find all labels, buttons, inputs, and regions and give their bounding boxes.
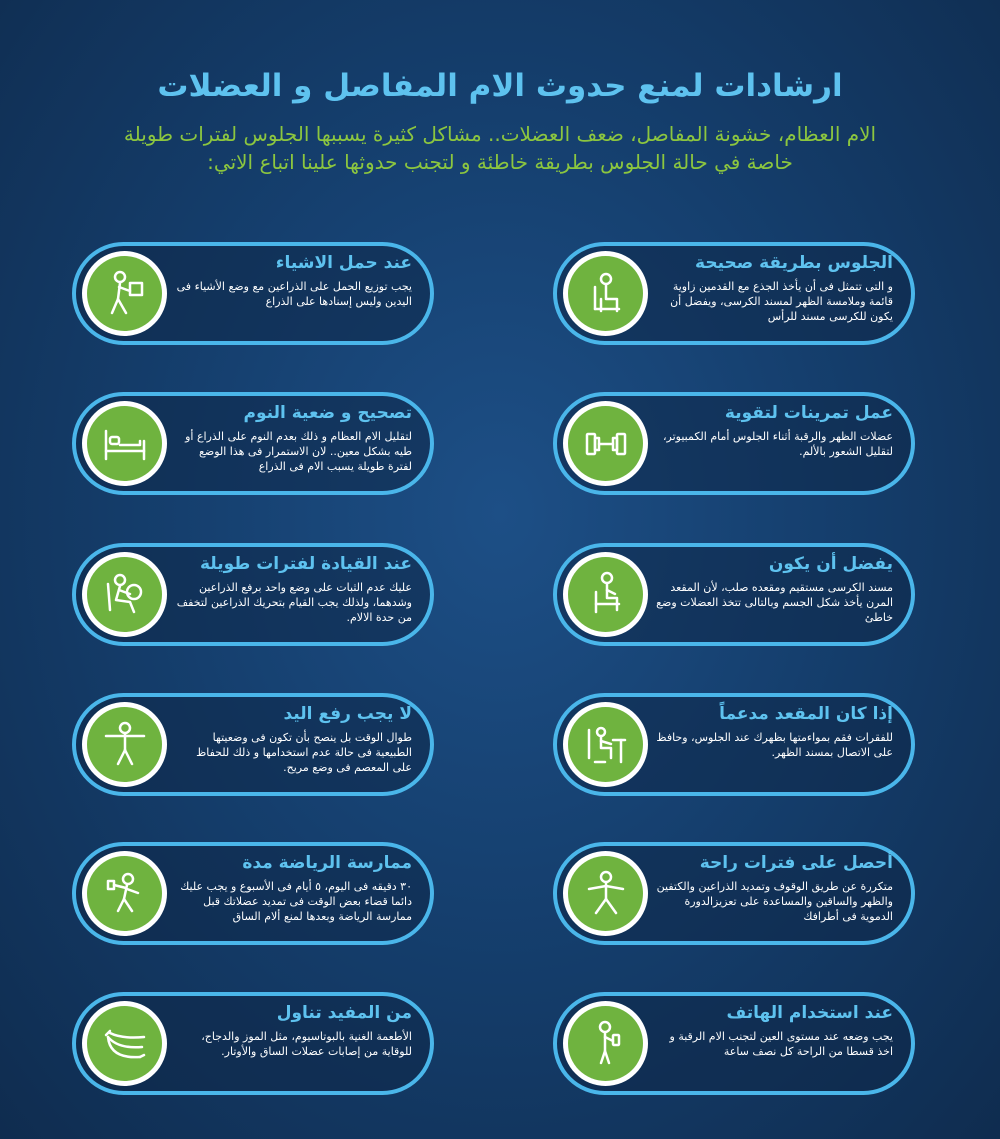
stretching-icon [581, 869, 631, 919]
tip-title: تصحيح و ضعية النوم [243, 403, 412, 423]
tip-text: الأطعمة الغنية بالبوتاسيوم، مثل الموز والدجاج، للوقاية من إصابات عضلات الساق والأوتار. [201, 1030, 412, 1058]
tip-title: عند حمل الاشياء [275, 253, 412, 273]
driving-icon [100, 570, 150, 620]
tip-title: إذا كان المقعد مدعماً [719, 704, 893, 724]
icon-badge [82, 851, 167, 936]
dumbbell-icon [581, 419, 631, 469]
icon-badge [82, 251, 167, 336]
icon-badge [563, 1001, 648, 1086]
tip-title: ممارسة الرياضة مدة [242, 853, 412, 873]
icon-badge [563, 552, 648, 637]
tip-title: يفضل أن يكون [768, 554, 893, 574]
icon-badge [82, 401, 167, 486]
tip-card-nutrition [72, 992, 434, 1095]
tip-text: يجب وضعه عند مستوى العين لتجنب الام الرقبة و اخذ قسطا من الراحة كل نصف ساعة [669, 1030, 893, 1058]
icon-badge [563, 251, 648, 336]
tip-card-firm-chair [553, 543, 915, 646]
tip-text: طوال الوقت بل ينصح بأن تكون فى وضعيتها الطبيعية فى حالة عدم استخدامها و ذلك للحفاظ على المعصم فى وضع مريح. [196, 731, 412, 774]
tip-card-supported-seat [553, 693, 915, 796]
tip-card-correct-sitting [553, 242, 915, 345]
tip-title: لا يجب رفع اليد [283, 704, 412, 724]
tip-card-raising-hand [72, 693, 434, 796]
tip-text: عضلات الظهر والرقبة أثناء الجلوس أمام الكمبيوتر، لتقليل الشعور بالألم. [662, 430, 893, 458]
icon-badge [563, 702, 648, 787]
intro-paragraph: الام العظام، خشونة المفاصل، ضعف العضلات.. مشاكل كثيرة يسببها الجلوس لفترات طويلة خاصة في حالة الجلوس بطريقة خاطئة و لتجنب حدوثها علينا اتباع الاتي: [123, 122, 877, 174]
tip-title: أحصل على فترات راحة [699, 853, 893, 873]
tip-text: و التى تتمثل فى أن يأخذ الجذع مع القدمين زاوية قائمة وملامسة الظهر لمسند الكرسى، ويفضل أن يكون للكرسى مسند للرأس [670, 280, 893, 323]
tip-card-rest-breaks [553, 842, 915, 945]
tip-card-sleep-position [72, 392, 434, 495]
phone-user-icon [581, 1019, 631, 1069]
tip-card-driving [72, 543, 434, 646]
tip-title: عند القيادة لفترات طويلة [199, 554, 412, 574]
tip-card-exercises [553, 392, 915, 495]
tip-text: ٣٠ دقيقه فى اليوم، ٥ أيام فى الأسبوع و يجب عليك دائما قضاء بعض الوقت فى تمديد عضلاتك قبل ممارسة الرياضة وبعدها لمنع ألام الساق [180, 880, 412, 923]
icon-badge [82, 1001, 167, 1086]
icon-badge [563, 401, 648, 486]
firm-chair-icon [581, 570, 631, 620]
raised-arms-icon [100, 720, 150, 770]
desk-chair-icon [581, 720, 631, 770]
carrying-box-icon [100, 269, 150, 319]
tip-card-exercise [72, 842, 434, 945]
icon-badge [82, 702, 167, 787]
icon-badge [82, 552, 167, 637]
tip-title: عند استخدام الهاتف [726, 1003, 893, 1023]
tip-title: الجلوس بطريقة صحيحة [695, 253, 893, 273]
tip-card-phone-use [553, 992, 915, 1095]
tip-title: عمل تمرينات لتقوية [724, 403, 893, 423]
tip-text: للفقرات فقم بمواءمتها بظهرك عند الجلوس، وحافظ على الاتصال بمسند الظهر. [656, 731, 893, 759]
tip-card-carrying [72, 242, 434, 345]
bed-icon [100, 419, 150, 469]
icon-badge [563, 851, 648, 936]
page-title: ارشادات لمنع حدوث الام المفاصل و العضلات [157, 68, 843, 104]
bananas-icon [100, 1019, 150, 1069]
sitting-chair-icon [581, 269, 631, 319]
tip-text: مسند الكرسى مستقيم ومقعده صلب، لأن المقعد المرن يأخذ شكل الجسم وبالتالى تتخذ العضلات وضع خاطئ [656, 581, 893, 624]
exercise-icon [100, 869, 150, 919]
tip-text: يجب توزيع الحمل على الذراعين مع وضع الأشياء فى اليدين وليس إسنادها على الذراع [176, 280, 412, 308]
tip-text: متكررة عن طريق الوقوف وتمديد الذراعين والكتفين والظهر والساقين والمساعدة على تعزيزالدورة الدموية فى أطرافك [656, 880, 893, 923]
tip-title: من المفيد تناول [276, 1003, 412, 1023]
tip-text: عليك عدم الثبات على وضع واحد برفع الذراعين وشدهما، ولذلك يجب القيام بتحريك الذراعين لتخفف من حدة الالام. [176, 581, 412, 624]
tip-text: لتقليل الام العظام و ذلك بعدم النوم على الذراع أو طيه بشكل معين.. لان الاستمرار فى هذا الوضع لفترة طويلة يسبب الام فى الذراع [185, 430, 412, 473]
